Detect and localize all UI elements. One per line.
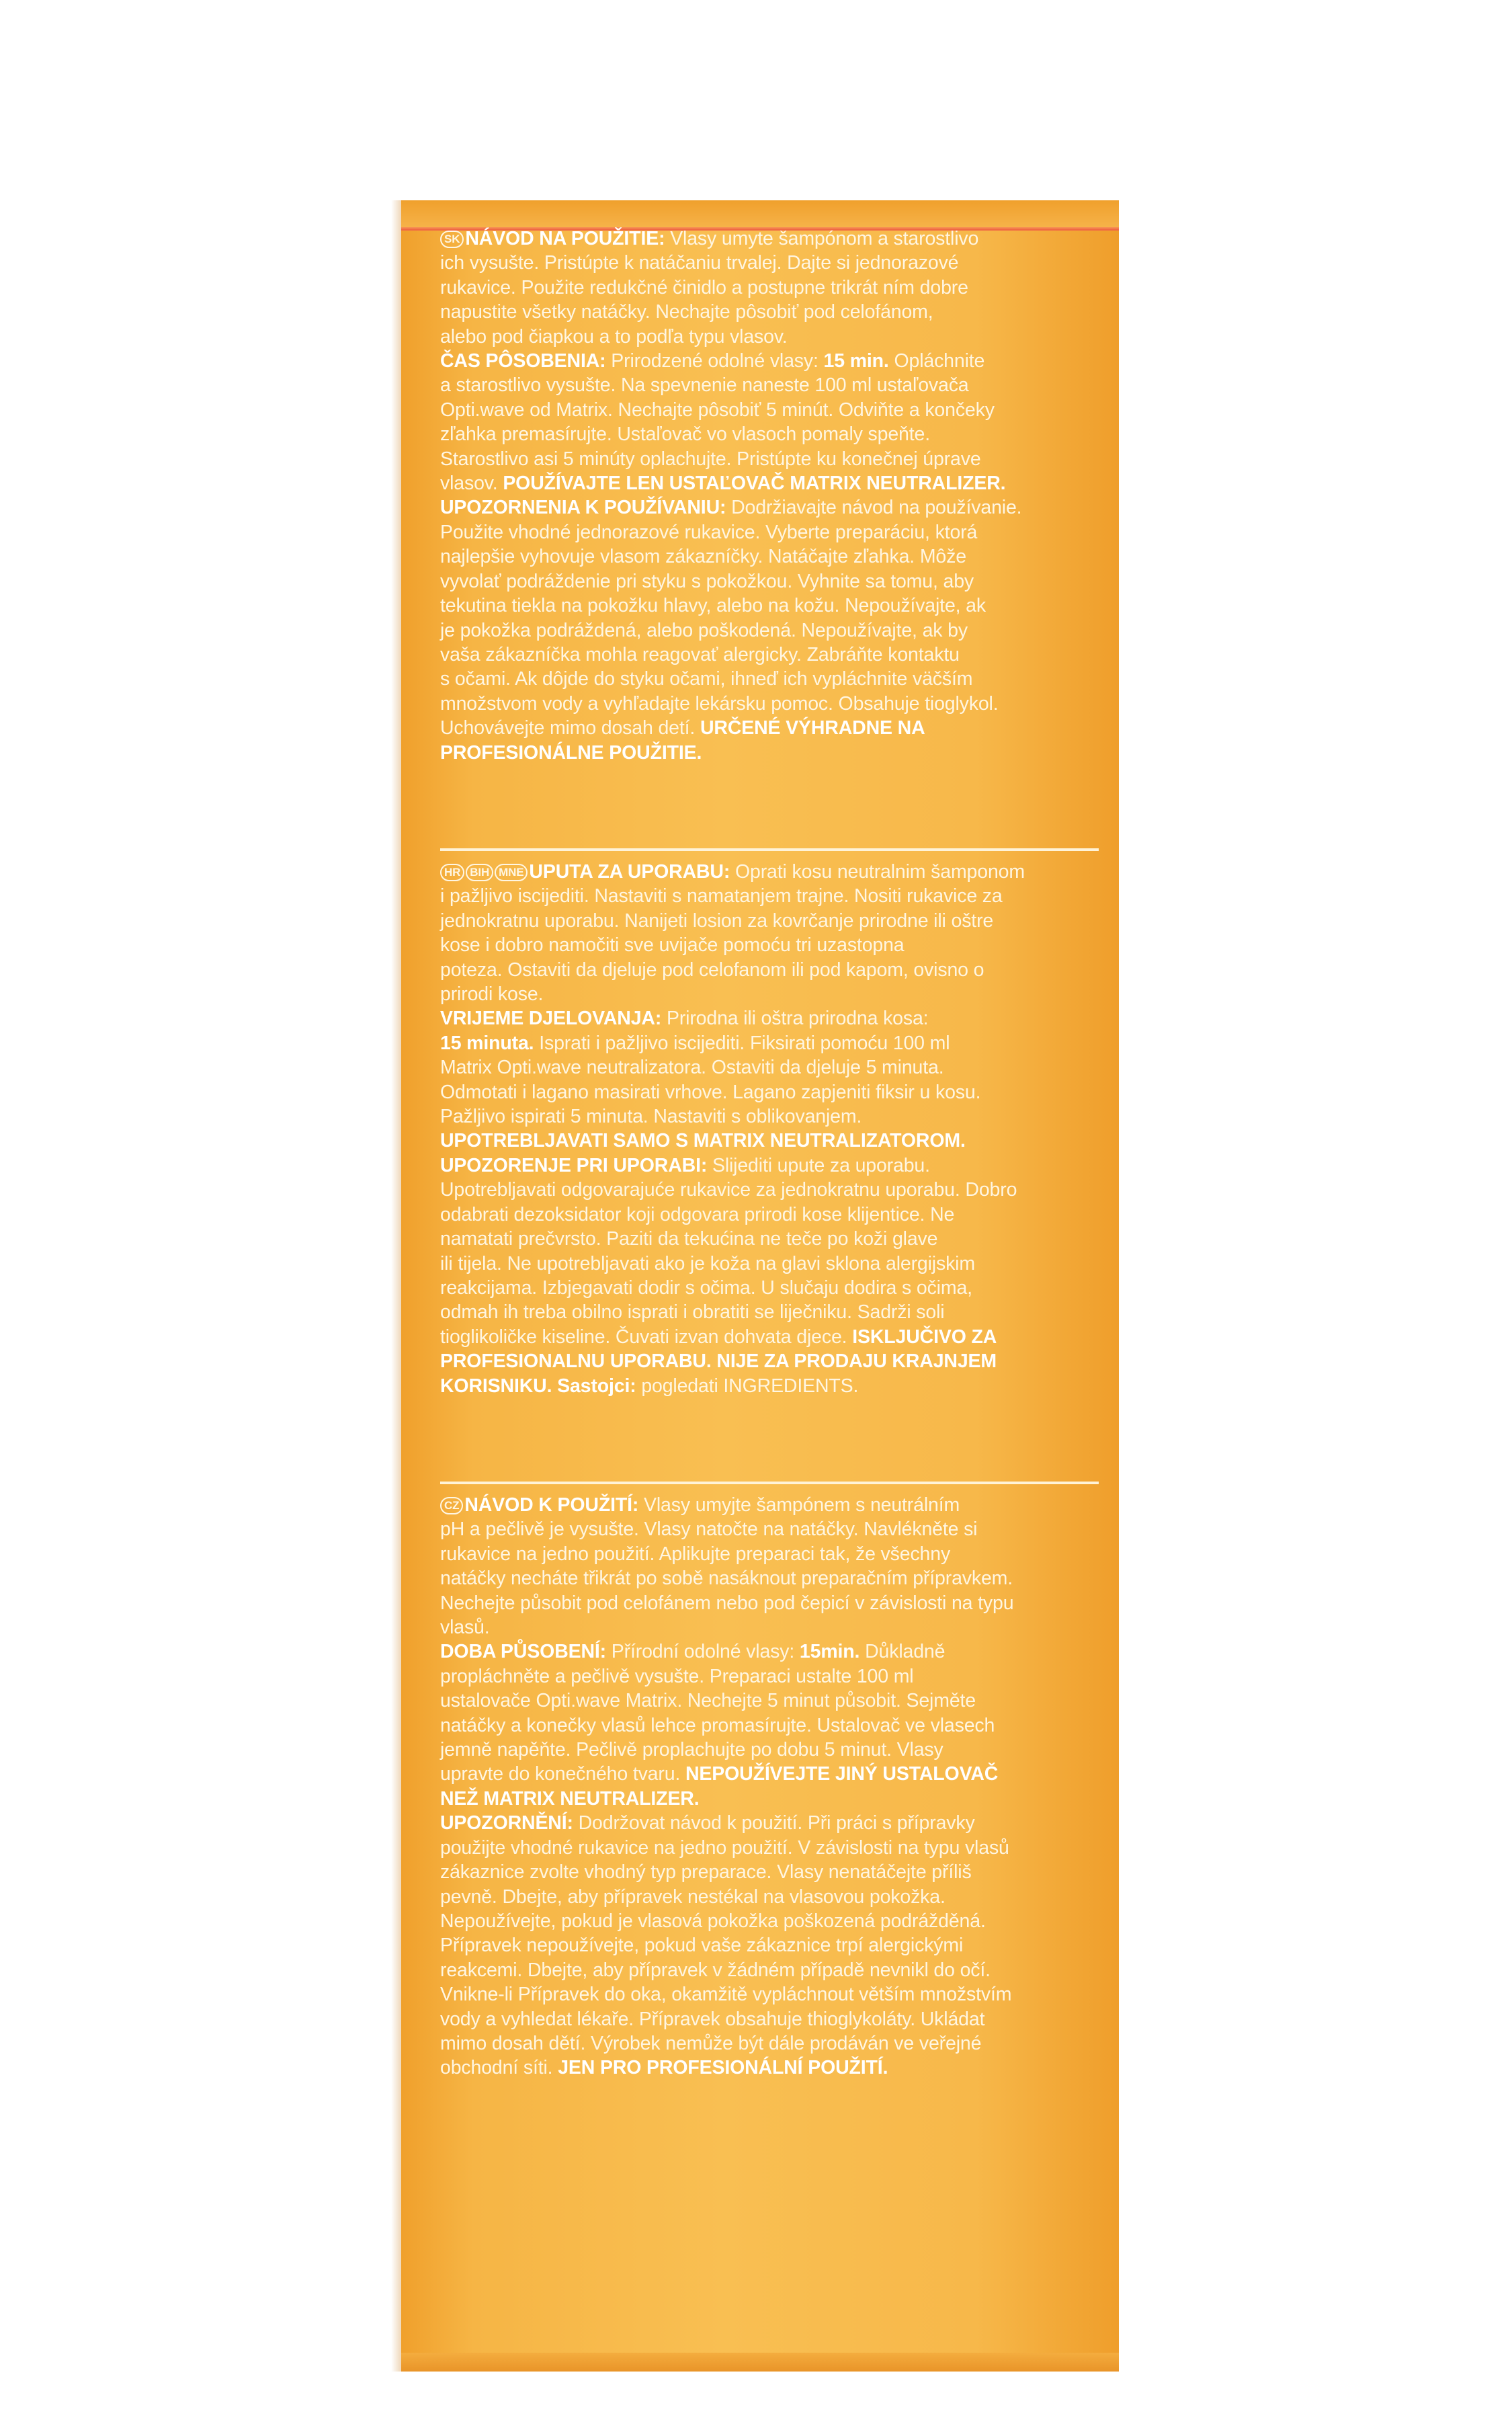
text-line [440,1689,1112,1713]
text-line [440,1885,1112,1909]
text-line [440,251,1112,275]
text-line [440,1178,1112,1202]
text-line [440,349,1112,373]
bold-heading-text: UPOZORNĚNÍ: [440,1812,573,1834]
instruction-text [440,860,1112,1398]
bold-heading-text: UPOZORENJE PRI UPORABI: [440,1154,708,1176]
text-line [440,1276,1112,1300]
text-line [440,1129,1112,1153]
body-text: jemně napěňte. Pečlivě proplachujte po dobu 5 minut. Vlasy [440,1739,943,1761]
body-text: Opti.wave od Matrix. Nechajte pôsobiť 5 minút. Odviňte a končeky [440,399,995,421]
body-text: Odmotati i lagano masirati vrhove. Lagano zapjeniti fiksir u kosu. [440,1081,981,1103]
text-line [440,692,1112,716]
text-line [440,227,1112,251]
body-text: Pažljivo ispirati 5 minuta. Nastaviti s oblikovanjem. [440,1106,862,1128]
body-text: vyvolať podráždenie pri styku s pokožkou. Vyhnite sa tomu, aby [440,570,974,592]
section-divider [440,1482,1099,1484]
body-text: pogledati INGREDIENTS. [636,1375,859,1397]
body-text: propláchněte a pečlivě vysušte. Preparaci ustalte 100 ml [440,1665,914,1687]
text-line [440,643,1112,667]
slovak-instructions [440,227,1112,765]
body-text: vlasov. [440,473,503,495]
bold-heading-text: NÁVOD NA POUŽITIE: [465,228,665,249]
text-line [440,1909,1112,1933]
body-text: i pažljivo isciјediti. Nastaviti s namatanjem trajne. Nositi rukavice za [440,885,1003,907]
body-text: tioglikoličke kiseline. Čuvati izvan dohvata djece. [440,1326,853,1348]
body-text: Vlasy umyjte šampónem s neutrálním [638,1494,960,1516]
text-line [440,667,1112,691]
country-code-badge: MNE [495,864,528,881]
text-line [440,958,1112,982]
text-line [440,1252,1112,1276]
body-text: Použite vhodné jednorazové rukavice. Vyberte preparáciu, ktorá [440,521,978,543]
body-text: rukavice na jedno použití. Aplikujte preparaci tak, že všechny [440,1543,951,1565]
body-text: Vlasy umyte šampónom a starostlivo [665,228,979,249]
text-line [440,884,1112,908]
body-text: Starostlivo asi 5 minúty oplachujte. Pristúpte ku konečnej úprave [440,448,981,470]
body-text: Vnikne-li Přípravek do oka, okamžitě vypláchnout větším množstvím [440,1984,1012,2006]
body-text: Důkladně [859,1641,946,1663]
body-text: Přírodní odolné vlasy: [606,1641,800,1663]
text-line [440,1738,1112,1762]
text-line [440,373,1112,397]
body-text: Nepoužívejte, pokud je vlasová pokožka poškozená podrážděná. [440,1910,986,1932]
body-text: a starostlivo vysušte. Na spevnenie naneste 100 ml ustaľovača [440,374,969,397]
text-line [440,1982,1112,2007]
text-line [440,1493,1112,1517]
body-text: jednokratnu uporabu. Nanijeti losion za kovrčanje prirodne ili oštre [440,909,994,932]
country-code-badge: SK [440,231,464,248]
text-line [440,1615,1112,1639]
body-text: obchodní síti. [440,2057,558,2079]
text-line [440,594,1112,618]
bold-heading-text: 15 minuta. [440,1032,534,1054]
text-line [440,276,1112,300]
text-line [440,1860,1112,1884]
text-line [440,1349,1112,1373]
croatian-instructions [440,860,1112,1398]
bold-heading-text: UPUTA ZA UPORABU: [529,861,730,883]
body-text: vody a vyhledat lékaře. Přípravek obsahuje thioglykoláty. Ukládat [440,2008,985,2030]
body-text: s očami. Ak dôjde do styku očami, ihneď ich vypláchnite väčším [440,668,973,690]
body-text: Dodržiavajte návod na používanie. [726,497,1022,519]
text-line [440,1006,1112,1030]
body-text: reakcijama. Izbjegavati dodir s očima. U slučaju dodira s očima, [440,1277,972,1299]
body-text: tekutina tiekla na pokožku hlavy, alebo na kožu. Nepoužívajte, ak [440,595,986,617]
bold-heading-text: PROFESIONALNU UPORABU. NIJE ZA PRODAJU KRAJNJEM [440,1350,997,1373]
body-text: pevně. Dbejte, aby přípravek nestékal na vlasovou pokožka. [440,1886,946,1908]
bold-heading-text: UPOTREBLJAVATI SAMO S MATRIX NEUTRALIZATOROM. [440,1130,966,1152]
text-line [440,1227,1112,1251]
text-line [440,741,1112,765]
body-text: odabrati dezoksidator koji odgovara prirodi kose klijentice. Ne [440,1203,955,1225]
body-text: odmah ih treba obilno isprati i obratiti se liječniku. Sadrži soli [440,1301,945,1324]
bold-heading-text: ČAS PÔSOBENIA: [440,350,606,372]
text-line [440,716,1112,740]
body-text: ich vysušte. Pristúpte k natáčaniu trvalej. Dajte si jednorazové [440,252,959,274]
body-text: zľahka premasírujte. Ustaľovač vo vlasoch pomaly speňte. [440,423,930,446]
body-text: je pokožka podráždená, alebo poškodená. Nepoužívajte, ak by [440,619,968,641]
text-line [440,1591,1112,1615]
body-text: vaša zákazníčka mohla reagovať alergicky. Zabráňte kontaktu [440,643,960,665]
body-text: Oprati kosu neutralnim šamponom [730,861,1025,883]
body-text: Upotrebljavati odgovarajuće rukavice za jednokratnu uporabu. Dobro [440,1179,1017,1201]
text-line [440,2056,1112,2080]
body-text: Prirodzené odolné vlasy: [605,350,824,372]
bold-heading-text: PROFESIONÁLNE POUŽITIE. [440,741,702,764]
body-text: najlepšie vyhovuje vlasom zákazníčky. Natáčajte zľahka. Môže [440,546,966,568]
text-line [440,300,1112,324]
bold-heading-text: VRIJEME DJELOVANJA: [440,1008,662,1030]
body-text: rukavice. Použite redukčné činidlo a postupne trikrát ním dobre [440,276,968,298]
czech-instructions [440,1493,1112,2080]
body-text: namatati prečvrsto. Paziti da tekućina ne teče po koži glave [440,1228,938,1250]
body-text: zákaznice zvolte vhodný typ preparace. Vlasy nenatáčejte příliš [440,1861,972,1884]
country-code-badge: CZ [440,1497,463,1514]
text-line [440,471,1112,495]
body-text: vlasů. [440,1617,490,1639]
body-text: Uchovávejte mimo dosah detí. [440,717,700,739]
bold-heading-text: 15 min. [823,350,889,372]
text-line [440,520,1112,544]
body-text: Isprati i pažljivo iscijediti. Fiksirati pomoću 100 ml [534,1032,950,1054]
country-code-badge: BIH [466,864,493,881]
text-line [440,2007,1112,2031]
bold-heading-text: NEŽ MATRIX NEUTRALIZER. [440,1787,700,1810]
text-line [440,1542,1112,1566]
text-line [440,398,1112,422]
text-line [440,1713,1112,1738]
text-line [440,1811,1112,1835]
body-text: natáčky a konečky vlasů lehce promasírujte. Ustalovač ve vlasech [440,1714,995,1736]
bold-heading-text: 15min. [799,1641,860,1663]
body-text: upravte do konečného tvaru. [440,1763,685,1785]
body-text: Opláchnite [888,350,985,372]
text-line [440,1031,1112,1055]
box-bottom-edge [401,2353,1119,2372]
body-text: alebo pod čiapkou a to podľa typu vlasov. [440,325,788,348]
body-text: mimo dosah dětí. Výrobek nemůže být dále prodáván ve veřejné [440,2032,982,2054]
text-line [440,2031,1112,2056]
bold-heading-text: ISKLJUČIVO ZA [852,1326,997,1348]
body-text: ili tijela. Ne upotrebljavati ako je koža na glavi sklona alergijskim [440,1252,975,1274]
body-text: pH a pečlivě je vysušte. Vlasy natočte na natáčky. Navlékněte si [440,1518,978,1541]
text-line [440,1664,1112,1689]
bold-heading-text: KORISNIKU. Sastojci: [440,1375,636,1397]
text-line [440,1203,1112,1227]
body-text: množstvom vody a vyhľadajte lekársku pomoc. Obsahuje tioglykol. [440,692,999,715]
text-line [440,1639,1112,1664]
body-text: reakcemi. Dbejte, aby přípravek v žádném případě nevnikl do očí. [440,1959,991,1981]
bold-heading-text: NEPOUŽÍVEJTE JINÝ USTALOVAČ [685,1763,999,1785]
bold-heading-text: UPOZORNENIA K POUŽÍVANIU: [440,497,726,519]
body-text: ustalovače Opti.wave Matrix. Nechejte 5 minut působit. Sejměte [440,1690,976,1712]
body-text: Nechejte působit pod celofánem nebo pod čepicí v závislosti na typu [440,1592,1014,1614]
text-line [440,1153,1112,1178]
text-line [440,860,1112,884]
bold-heading-text: URČENÉ VÝHRADNE NA [700,717,925,739]
instruction-text [440,227,1112,765]
text-line [440,1933,1112,1957]
text-line [440,422,1112,446]
instruction-text [440,1493,1112,2080]
text-line [440,1104,1112,1129]
text-line [440,495,1112,520]
text-line [440,1517,1112,1541]
bold-heading-text: POUŽÍVAJTE LEN USTAĽOVAČ MATRIX NEUTRALIZER. [503,473,1006,495]
bold-heading-text: JEN PRO PROFESIONÁLNÍ POUŽITÍ. [558,2057,888,2079]
text-line [440,1055,1112,1080]
text-line [440,1958,1112,1982]
body-text: kose i dobro namočiti sve uvijače pomoću tri uzastopna [440,934,905,957]
body-text: Přípravek nepoužívejte, pokud vaše zákaznice trpí alergickými [440,1935,964,1957]
bold-heading-text: DOBA PŮSOBENÍ: [440,1641,607,1663]
text-line [440,544,1112,569]
text-line [440,1300,1112,1324]
text-line [440,909,1112,933]
text-line [440,1080,1112,1104]
text-line [440,1762,1112,1786]
text-line [440,1325,1112,1349]
body-text: poteza. Ostaviti da djeluje pod celofanom ili pod kapom, ovisno o [440,959,984,981]
body-text: Prirodna ili oštra prirodna kosa: [661,1008,929,1030]
text-line [440,933,1112,957]
body-text: prirodi kose. [440,983,544,1006]
body-text: Matrix Opti.wave neutralizatora. Ostaviti da djeluje 5 minuta. [440,1057,944,1079]
bold-heading-text: NÁVOD K POUŽITÍ: [464,1494,639,1516]
body-text: napustite všetky natáčky. Nechajte pôsobiť pod celofánom, [440,301,933,323]
text-line [440,1836,1112,1860]
text-line [440,982,1112,1006]
text-line [440,569,1112,594]
body-text: natáčky necháte třikrát po sobě nasáknout preparačním přípravkem. [440,1568,1013,1590]
text-line [440,1374,1112,1398]
text-line [440,447,1112,471]
body-text: Slijediti upute za uporabu. [707,1154,930,1176]
text-line [440,1566,1112,1590]
text-line [440,325,1112,349]
country-code-badge: HR [440,864,464,881]
body-text: použijte vhodné rukavice na jedno použití. V závislosti na typu vlasů [440,1836,1009,1859]
text-line [440,1787,1112,1811]
text-line [440,618,1112,643]
section-divider [440,848,1099,851]
body-text: Dodržovat návod k použití. Při práci s přípravky [573,1812,975,1834]
